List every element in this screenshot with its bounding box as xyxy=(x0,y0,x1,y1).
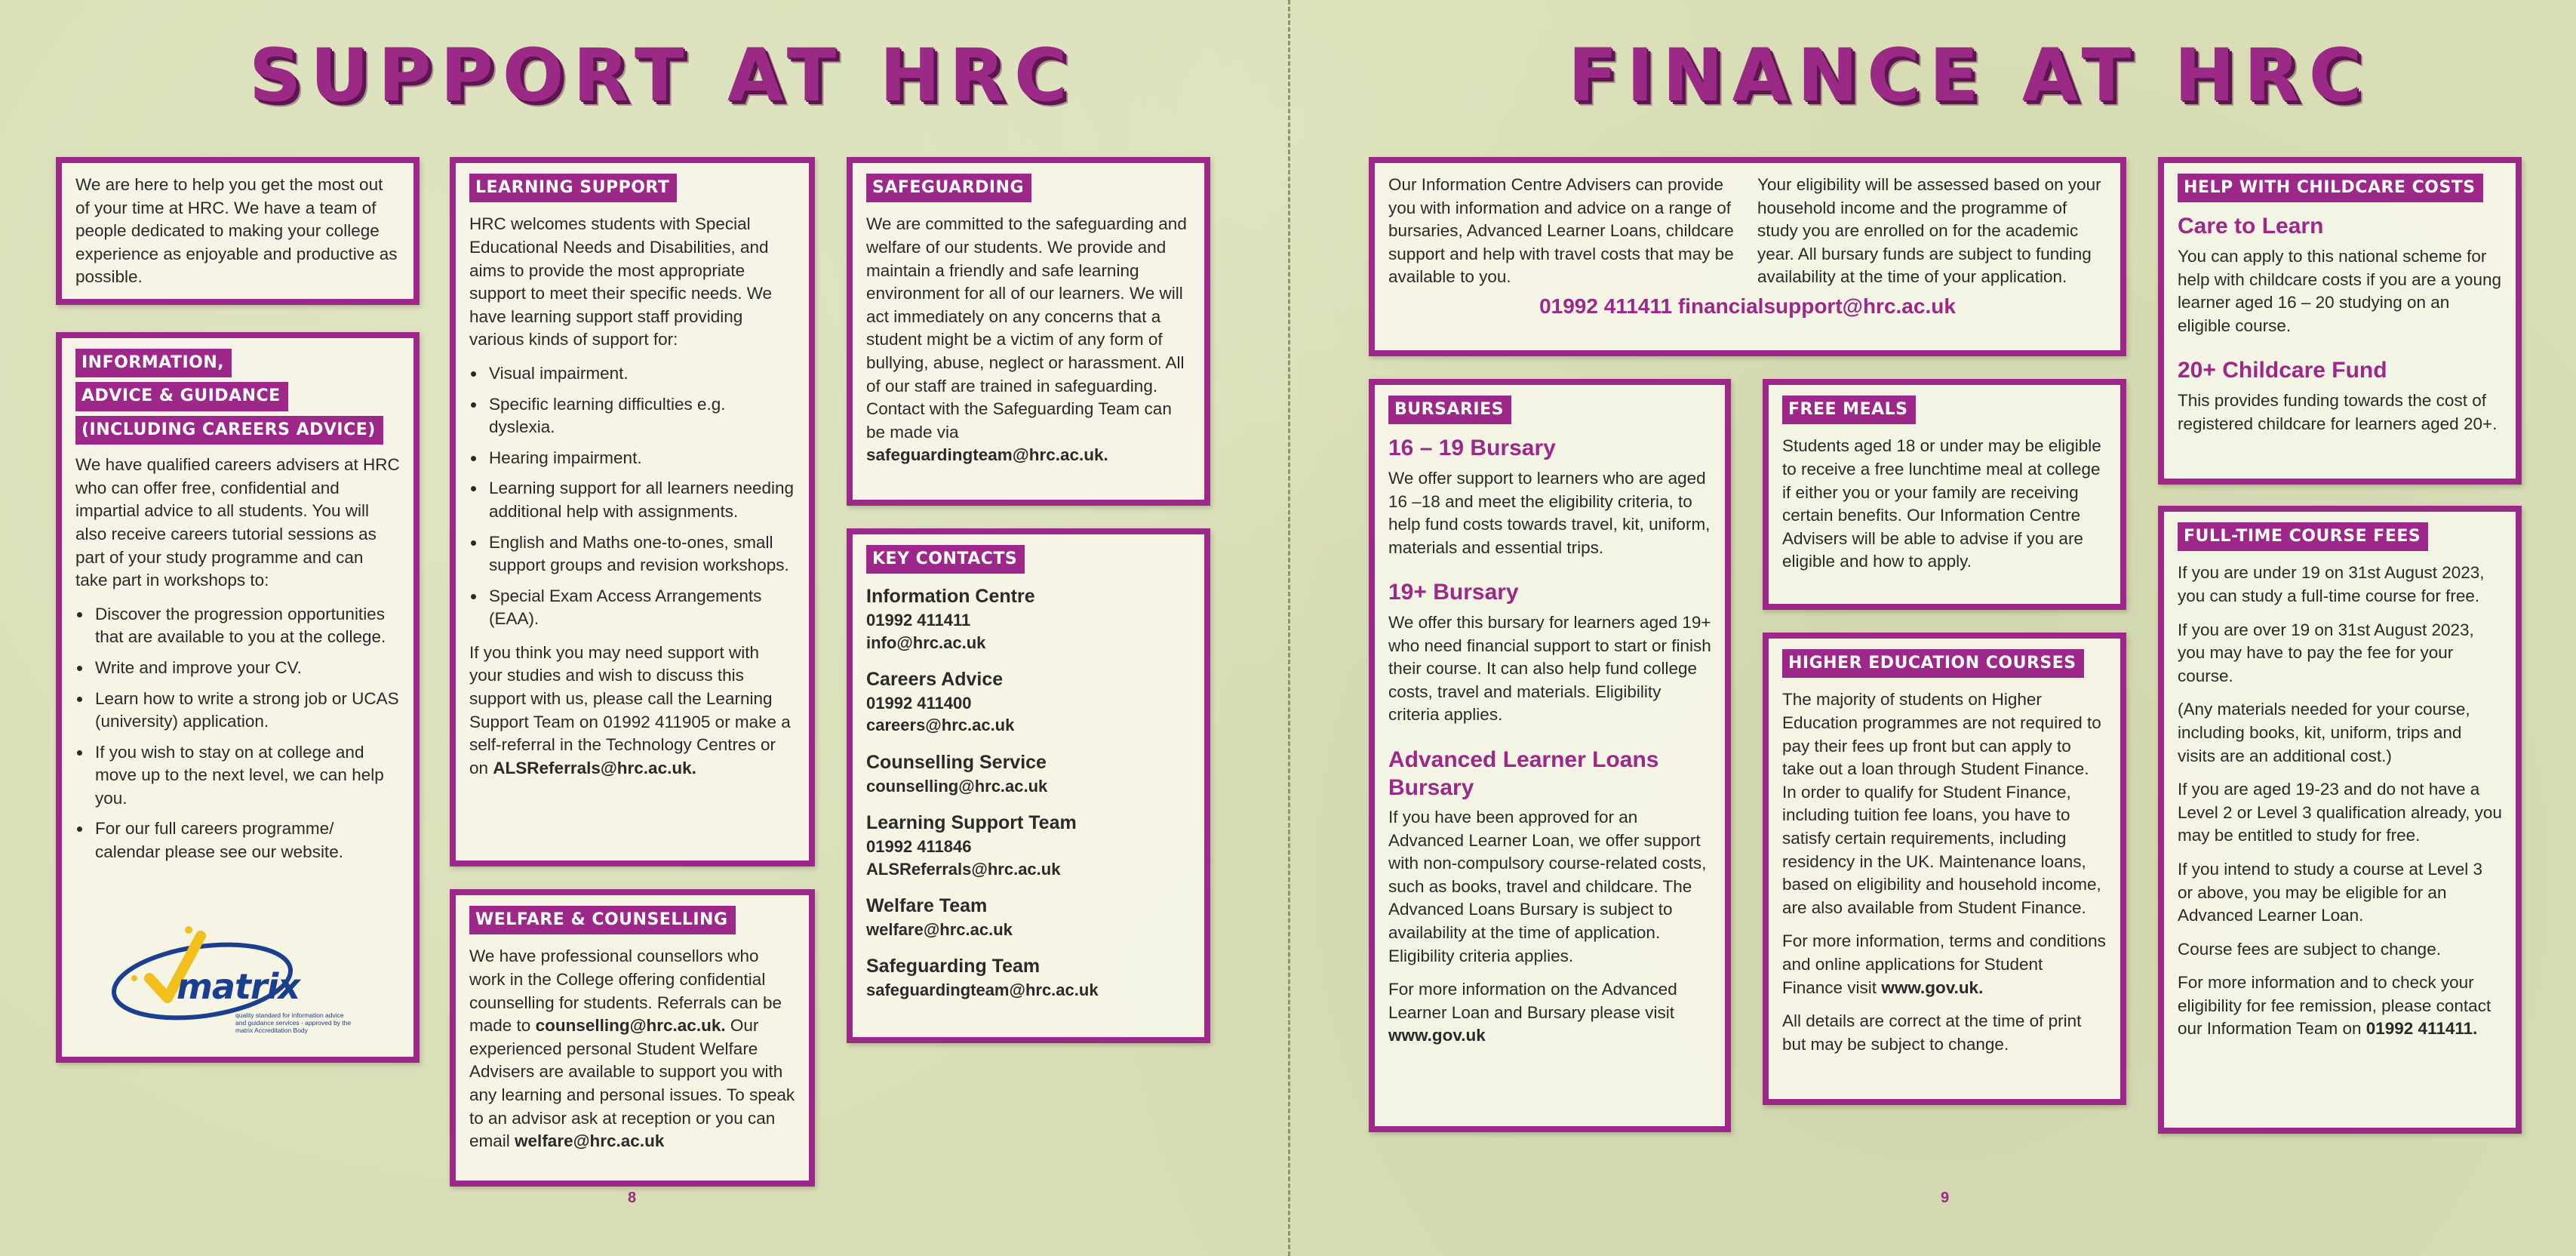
bursary-16-19-text: We offer support to learners who are aged 16 –18 and meet the eligibility criteria, to help fund costs towards travel, kit, uniform, materials and essential trips. xyxy=(1388,468,1711,557)
course-fees-para-3: (Any materials needed for your course, including books, kit, uniform, trips and visits are an additional cost.) xyxy=(2178,700,2470,765)
contact-welfare-team xyxy=(866,894,1191,940)
list-item: • Discover the progression opportunities that are available to you at the college. xyxy=(92,603,400,649)
list-item: • Specific learning difficulties e.g. dyslexia. xyxy=(486,393,795,439)
learning-support-outro-text: If you think you may need support with your studies and wish to discuss this support with us, please call the Learning Support Team on 01992 411905 or make a self-referral in the Technology Centres or on xyxy=(469,642,791,777)
welfare-text-2: Our experienced personal Student Welfare Advisers are available to support you with any learning and personal issues. To speak to an advisor ask at reception or you can email xyxy=(469,1016,795,1151)
welfare-text xyxy=(469,945,795,1153)
course-fees-para-5: If you intend to study a course at Level 3 or above, you may be eligible for an Advanced Learner Loan. xyxy=(2178,859,2483,925)
als-referrals-email-link[interactable]: ALSReferrals@hrc.ac.uk. xyxy=(493,758,696,777)
list-item: • If you wish to stay on at college and move up to the next level, we can help you. xyxy=(92,741,400,811)
contact-name: Careers Advice xyxy=(866,669,1004,691)
safeguarding-panel xyxy=(847,157,1210,506)
free-meals-tag: FREE MEALS xyxy=(1782,396,1916,424)
finance-intro-columns xyxy=(1388,174,2107,289)
higher-education-text-2-body: For more information, terms and conditions and online applications for Student Finance visit xyxy=(1782,931,2106,997)
key-contacts-panel xyxy=(847,528,1210,1043)
higher-education-text-1: The majority of students on Higher Education programmes are not required to pay their fees up front but can apply to take out a loan through Student Finance. In order to qualify for Student Finance, including tuition fee loans, you have to satisfy certain requirements, including residency in the UK. Maintenance loans, based on eligibility and household income, are also available from Student Finance. xyxy=(1782,690,2101,917)
contact-safeguarding-team xyxy=(866,954,1191,1001)
page-title-finance: FINANCE AT HRC xyxy=(1568,33,2372,118)
contact-counselling-service xyxy=(866,750,1191,797)
finance-intro-panel xyxy=(1369,157,2126,356)
childcare-fund-heading: 20+ Childcare Fund xyxy=(2178,358,2387,383)
course-fees-tag: FULL-TIME COURSE FEES xyxy=(2178,522,2428,551)
iag-tag-line-3: (INCLUDING CAREERS ADVICE) xyxy=(75,416,383,445)
higher-education-panel xyxy=(1763,633,2126,1105)
list-item: • For our full careers programme/ calendar please see our website. xyxy=(92,817,400,864)
learning-support-panel xyxy=(450,157,815,867)
higher-education-tag: HIGHER EDUCATION COURSES xyxy=(1782,649,2084,678)
welfare-email-link[interactable]: welfare@hrc.ac.uk xyxy=(515,1131,665,1151)
finance-intro-col-1: Our Information Centre Advisers can provide you with information and advice on a range of bursaries, Advanced Learner Loans, childcare support and help with travel costs that may be available to you. xyxy=(1388,175,1734,287)
spread-fold-line xyxy=(1288,0,1290,1256)
contact-careers-advice xyxy=(866,667,1191,737)
contact-email-link[interactable]: info@hrc.ac.uk xyxy=(866,633,986,652)
iag-tag-stack xyxy=(75,349,400,445)
iag-text: We have qualified careers advisers at HRC who can offer free, confidential and impartial advice to all students. You will also receive careers tutorial sessions as part of your study programme and can take part in workshops to: xyxy=(75,455,400,590)
page-title-support: SUPPORT AT HRC xyxy=(249,33,1077,118)
care-to-learn-heading: Care to Learn xyxy=(2178,214,2324,239)
contact-email-link[interactable]: safeguardingteam@hrc.ac.uk xyxy=(866,980,1099,999)
matrix-logo xyxy=(104,919,358,1040)
list-item: • Learn how to write a strong job or UCAS (university) application. xyxy=(92,688,400,734)
counselling-email-link[interactable]: counselling@hrc.ac.uk. xyxy=(535,1016,726,1036)
matrix-caption: quality standard for information advice and guidance services · approved by the matrix Accreditation Body xyxy=(235,1011,352,1035)
contact-email-link[interactable]: careers@hrc.ac.uk xyxy=(866,716,1015,735)
contact-learning-support-team xyxy=(866,811,1191,880)
list-item: • English and Maths one-to-ones, small support groups and revision workshops. xyxy=(486,531,795,577)
care-to-learn-text: You can apply to this national scheme for help with childcare costs if you are a young learner aged 16 – 20 studying on an eligible course. xyxy=(2178,246,2501,335)
bursaries-outro xyxy=(1388,978,1711,1048)
childcare-fund-text: This provides funding towards the cost of registered childcare for learners aged 20+. xyxy=(2178,390,2498,433)
contact-phone[interactable]: 01992 411400 xyxy=(866,693,972,713)
bursaries-tag: BURSARIES xyxy=(1388,396,1511,424)
contact-name: Information Centre xyxy=(866,586,1035,608)
learning-support-outro xyxy=(469,642,795,780)
information-team-phone[interactable]: 01992 411411. xyxy=(2365,1019,2478,1039)
intro-text: We are here to help you get the most out of your time at HRC. We have a team of people dedicated to making your college experience as enjoyable and productive as possible. xyxy=(75,175,398,287)
list-item: • Special Exam Access Arrangements (EAA). xyxy=(486,585,795,631)
page-number-right: 9 xyxy=(1941,1190,1950,1206)
matrix-wordmark: matrix xyxy=(177,966,300,1007)
contact-name: Safeguarding Team xyxy=(866,956,1041,977)
course-fees-panel xyxy=(2158,506,2522,1134)
free-meals-panel xyxy=(1763,379,2126,610)
contact-email-link[interactable]: welfare@hrc.ac.uk xyxy=(866,919,1013,939)
list-item: • Write and improve your CV. xyxy=(92,657,400,680)
list-item: • Visual impairment. xyxy=(486,362,795,386)
welfare-panel xyxy=(450,889,815,1187)
contact-name: Welfare Team xyxy=(866,895,988,917)
finance-contact-line[interactable]: 01992 411411 financialsupport@hrc.ac.uk xyxy=(1539,294,1956,318)
bursary-19-plus-heading: 19+ Bursary xyxy=(1388,580,1519,605)
contact-phone[interactable]: 01992 411846 xyxy=(866,836,972,856)
bursary-19-plus-text: We offer this bursary for learners aged 19+ who need financial support to start or finish their course. It can also help fund college costs, travel and materials. Eligibility criteria applies. xyxy=(1388,612,1711,725)
bursaries-panel xyxy=(1369,379,1731,1132)
course-fees-para-4: If you are aged 19-23 and do not have a Level 2 or Level 3 qualification already, you may be entitled to study for free. xyxy=(2178,780,2502,845)
iag-tag-line-1: INFORMATION, xyxy=(75,349,232,377)
childcare-tag: HELP WITH CHILDCARE COSTS xyxy=(2178,174,2483,202)
key-contacts-tag: KEY CONTACTS xyxy=(866,545,1025,574)
higher-education-text-3: All details are correct at the time of print but may be subject to change. xyxy=(1782,1011,2082,1054)
list-item: • Learning support for all learners needing additional help with assignments. xyxy=(486,477,795,523)
finance-intro-col-2: Your eligibility will be assessed based on your household income and the programme of study you are enrolled on for the academic year. All bursary funds are subject to funding availability at the time of your application. xyxy=(1757,175,2101,287)
contact-email-link[interactable]: ALSReferrals@hrc.ac.uk xyxy=(866,859,1061,879)
iag-bullet-list xyxy=(75,603,400,864)
course-fees-para-7 xyxy=(2178,971,2502,1041)
list-item: • Hearing impairment. xyxy=(486,447,795,470)
intro-panel xyxy=(56,157,420,305)
safeguarding-tag: SAFEGUARDING xyxy=(866,174,1031,202)
childcare-panel xyxy=(2158,157,2522,485)
contact-name: Counselling Service xyxy=(866,752,1047,774)
contact-phone[interactable]: 01992 411411 xyxy=(866,610,971,630)
higher-education-text-2 xyxy=(1782,930,2107,999)
course-fees-para-6: Course fees are subject to change. xyxy=(2178,939,2441,959)
course-fees-para-7-text: For more information and to check your eligibility for fee remission, please contact our Information Team on xyxy=(2178,973,2491,1039)
learning-support-bullet-list xyxy=(469,362,795,631)
advanced-learner-loans-bursary-text: If you have been approved for an Advanced Learner Loan, we offer support with non-compulsory course-related costs, such as books, travel and childcare. The Advanced Loans Bursary is subject to availability at the time of application. Eligibility criteria applies. xyxy=(1388,808,1707,965)
safeguarding-body: We are committed to the safeguarding and welfare of our students. We provide and maintain a friendly and safe learning environment for all of our learners. We will act immediately on any concerns that a student might be a victim of any form of bullying, abuse, neglect or harassment. All of our staff are trained in safeguarding. Contact with the Safeguarding Team can be made via xyxy=(866,214,1187,442)
contact-name: Learning Support Team xyxy=(866,812,1077,834)
iag-tag-line-2: ADVICE & GUIDANCE xyxy=(75,382,288,411)
safeguarding-email-link[interactable]: safeguardingteam@hrc.ac.uk. xyxy=(866,445,1108,465)
bursaries-outro-text: For more information on the Advanced Learner Loan and Bursary please visit xyxy=(1388,980,1677,1022)
learning-support-tag: LEARNING SUPPORT xyxy=(469,174,677,202)
contact-information-centre xyxy=(866,584,1191,654)
safeguarding-text xyxy=(866,213,1191,467)
learning-support-intro: HRC welcomes students with Special Educational Needs and Disabilities, and aims to provide the most appropriate support to meet their specific needs. We have learning support staff providing various kinds of support for: xyxy=(469,214,773,349)
page-number-left: 8 xyxy=(628,1190,637,1206)
gov-uk-link[interactable]: www.gov.uk. xyxy=(1881,977,1984,997)
free-meals-text: Students aged 18 or under may be eligible to receive a free lunchtime meal at college if either you or your family are receiving certain benefits. Our Information Centre Advisers will be able to advise if you are eligible and how to apply. xyxy=(1782,436,2101,571)
advanced-learner-loans-bursary-heading: Advanced Learner Loans Bursary xyxy=(1388,747,1659,800)
welfare-tag: WELFARE & COUNSELLING xyxy=(469,906,736,934)
bursary-16-19-heading: 16 – 19 Bursary xyxy=(1388,436,1556,461)
gov-uk-link[interactable]: www.gov.uk xyxy=(1388,1026,1486,1045)
contact-email-link[interactable]: counselling@hrc.ac.uk xyxy=(866,776,1048,796)
welfare-text-1: We have professional counsellors who work in the College offering confidential counselling for students. Referrals can be made to xyxy=(469,947,782,1036)
course-fees-para-1: If you are under 19 on 31st August 2023, you can study a full-time course for free. xyxy=(2178,563,2485,605)
course-fees-para-2: If you are over 19 on 31st August 2023, you may have to pay the fee for your course. xyxy=(2178,620,2474,685)
